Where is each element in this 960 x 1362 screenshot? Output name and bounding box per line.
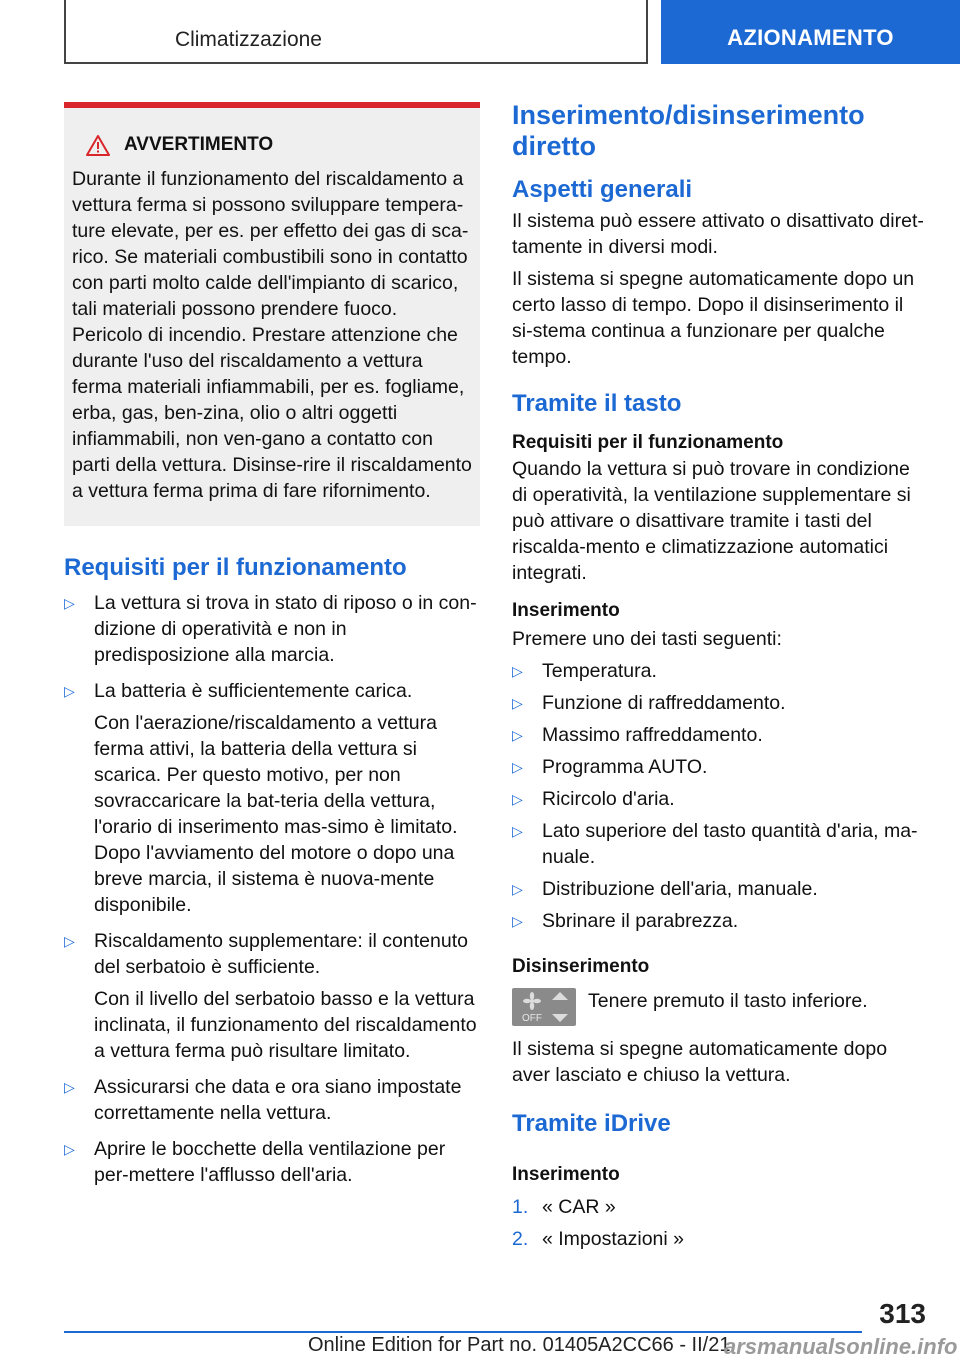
triangle-bullet-icon: ▷ — [512, 791, 523, 807]
triangle-bullet-icon: ▷ — [512, 913, 523, 929]
list-item — [512, 1226, 926, 1252]
fan-off-label: OFF — [522, 1013, 542, 1024]
warning-title-text: AVVERTIMENTO — [124, 134, 274, 155]
header-frame — [64, 0, 648, 64]
inserimento-heading: Inserimento — [512, 600, 620, 621]
aspetti-paragraph-1: Il sistema può essere attivato o disattivato diret-tamente in diversi modi. — [512, 210, 924, 258]
list-item-text: Lato superiore del tasto quantità d'aria, ma-nuale. — [542, 820, 918, 868]
list-item — [512, 690, 926, 716]
footer-edition: Online Edition for Part no. 01405A2CC66 - II/21 — [308, 1334, 731, 1356]
triangle-bullet-icon: ▷ — [512, 663, 523, 679]
list-item — [64, 590, 480, 668]
triangle-bullet-icon: ▷ — [64, 683, 75, 699]
list-item — [512, 786, 926, 812]
triangle-bullet-icon: ▷ — [64, 1141, 75, 1157]
watermark: arsmanualsonline.info — [724, 1334, 958, 1359]
step-text: « CAR » — [542, 1196, 616, 1218]
triangle-bullet-icon: ▷ — [512, 695, 523, 711]
left-column — [64, 102, 480, 1188]
triangle-bullet-icon: ▷ — [512, 759, 523, 775]
list-item-text: Programma AUTO. — [542, 756, 708, 778]
list-item — [512, 908, 926, 934]
warning-title — [72, 132, 472, 158]
list-item — [64, 678, 480, 918]
warning-triangle-icon — [86, 135, 110, 156]
warning-box — [64, 102, 480, 526]
header-section-title: Climatizzazione — [174, 28, 322, 51]
list-item-text: Riscaldamento supplementare: il contenuto del serbatoio è sufficiente. — [94, 930, 468, 978]
idrive-steps — [512, 1194, 926, 1252]
triangle-bullet-icon: ▷ — [64, 933, 75, 949]
triangle-bullet-icon: ▷ — [512, 823, 523, 839]
tasto-requisiti-text: Quando la vettura si può trovare in condizione di operatività, la ventilazione supplementare si può attivare o disattivare tramite i tasti del riscalda-mento e climatizzazione automatici integrati. — [512, 458, 911, 584]
list-item-text: Assicurarsi che data e ora siano impostate correttamente nella vettura. — [94, 1076, 462, 1124]
inserimento-list — [512, 658, 926, 934]
list-item — [512, 818, 926, 870]
step-number: 2. — [512, 1228, 529, 1250]
list-item-text: Ricircolo d'aria. — [542, 788, 675, 810]
list-item — [512, 876, 926, 902]
warning-text: Durante il funzionamento del riscaldamento a vettura ferma si possono sviluppare tempera-ture elevate, per es. per effetto dei gas di sca-rico. Se materiali combustibili sono in contatto con parti molto calde dell'impianto di scarico, tali materiali possono prendere fuoco. Pericolo di incendio. Prestare attenzione che durante l'uso del riscaldamento a vettura ferma materiali infiammabili, per es. fogliame, erba, gas, ben-zina, olio o altri oggetti infiammabili, non ven-gano a contatto con parti della vettura. Disinse-rire il riscaldamento a vettura ferma prima di fare rifornimento. — [72, 168, 472, 502]
list-item-text: Temperatura. — [542, 660, 657, 682]
list-item — [64, 928, 480, 1064]
list-item — [512, 658, 926, 684]
triangle-bullet-icon: ▷ — [512, 881, 523, 897]
list-item — [64, 1136, 480, 1188]
page-number: 313 — [879, 1298, 926, 1329]
triangle-bullet-icon: ▷ — [512, 727, 523, 743]
idrive-inserimento-heading: Inserimento — [512, 1164, 620, 1185]
list-item-note: Con l'aerazione/riscaldamento a vettura ferma attivi, la batteria della vettura si scarica. Per questo motivo, per non sovraccaricare la bat-teria della vettura, l'orario di inserimento mas-simo è limitato. Dopo l'avviamento del motore o dopo una breve marcia, il sistema è nuova-mente disponibile. — [94, 712, 458, 916]
disinserimento-paragraph: Il sistema si spegne automaticamente dopo aver lasciato e chiuso la vettura. — [512, 1038, 888, 1086]
list-item-text: Sbrinare il parabrezza. — [542, 910, 739, 932]
list-item-text: Funzione di raffreddamento. — [542, 692, 786, 714]
footer-divider — [64, 1331, 862, 1333]
disinserimento-heading: Disinserimento — [512, 956, 650, 977]
list-item-text: La batteria è sufficientemente carica. — [94, 680, 413, 702]
list-item-note: Con il livello del serbatoio basso e la vettura inclinata, il funzionamento del riscaldamento a vettura ferma può risultare limitato. — [94, 988, 477, 1062]
step-text: « Impostazioni » — [542, 1228, 684, 1250]
list-item-text: Massimo raffreddamento. — [542, 724, 763, 746]
triangle-bullet-icon: ▷ — [64, 1079, 75, 1095]
list-item — [512, 1194, 926, 1220]
fan-off-button-icon — [512, 988, 576, 1026]
tasto-heading: Tramite il tasto — [512, 390, 682, 417]
step-number: 1. — [512, 1196, 529, 1218]
requisiti-list — [64, 590, 480, 1188]
inserimento-text: Premere uno dei tasti seguenti: — [512, 628, 782, 650]
aspetti-paragraph-2: Il sistema si spegne automaticamente dopo un certo lasso di tempo. Dopo il disinserimento il si-stema continua a funzionare per qualche tempo. — [512, 268, 915, 368]
idrive-heading: Tramite iDrive — [512, 1110, 671, 1137]
tasto-requisiti-heading: Requisiti per il funzionamento — [512, 432, 784, 453]
disinserimento-row — [512, 988, 926, 1026]
requisiti-heading: Requisiti per il funzionamento — [64, 554, 407, 581]
triangle-bullet-icon: ▷ — [64, 595, 75, 611]
aspetti-heading: Aspetti generali — [512, 176, 693, 203]
list-item — [512, 722, 926, 748]
list-item-text: Aprire le bocchette della ventilazione per per-mettere l'afflusso dell'aria. — [94, 1138, 446, 1186]
header-chapter-tab[interactable]: AZIONAMENTO — [661, 0, 960, 64]
list-item — [64, 1074, 480, 1126]
diretto-heading: Inserimento/disinserimento diretto — [512, 100, 865, 161]
right-column — [512, 100, 926, 1252]
disinserimento-text: Tenere premuto il tasto inferiore. — [588, 990, 868, 1012]
list-item-text: La vettura si trova in stato di riposo o in con-dizione di operatività e non in predisposizione alla marcia. — [94, 592, 477, 666]
list-item-text: Distribuzione dell'aria, manuale. — [542, 878, 818, 900]
list-item — [512, 754, 926, 780]
